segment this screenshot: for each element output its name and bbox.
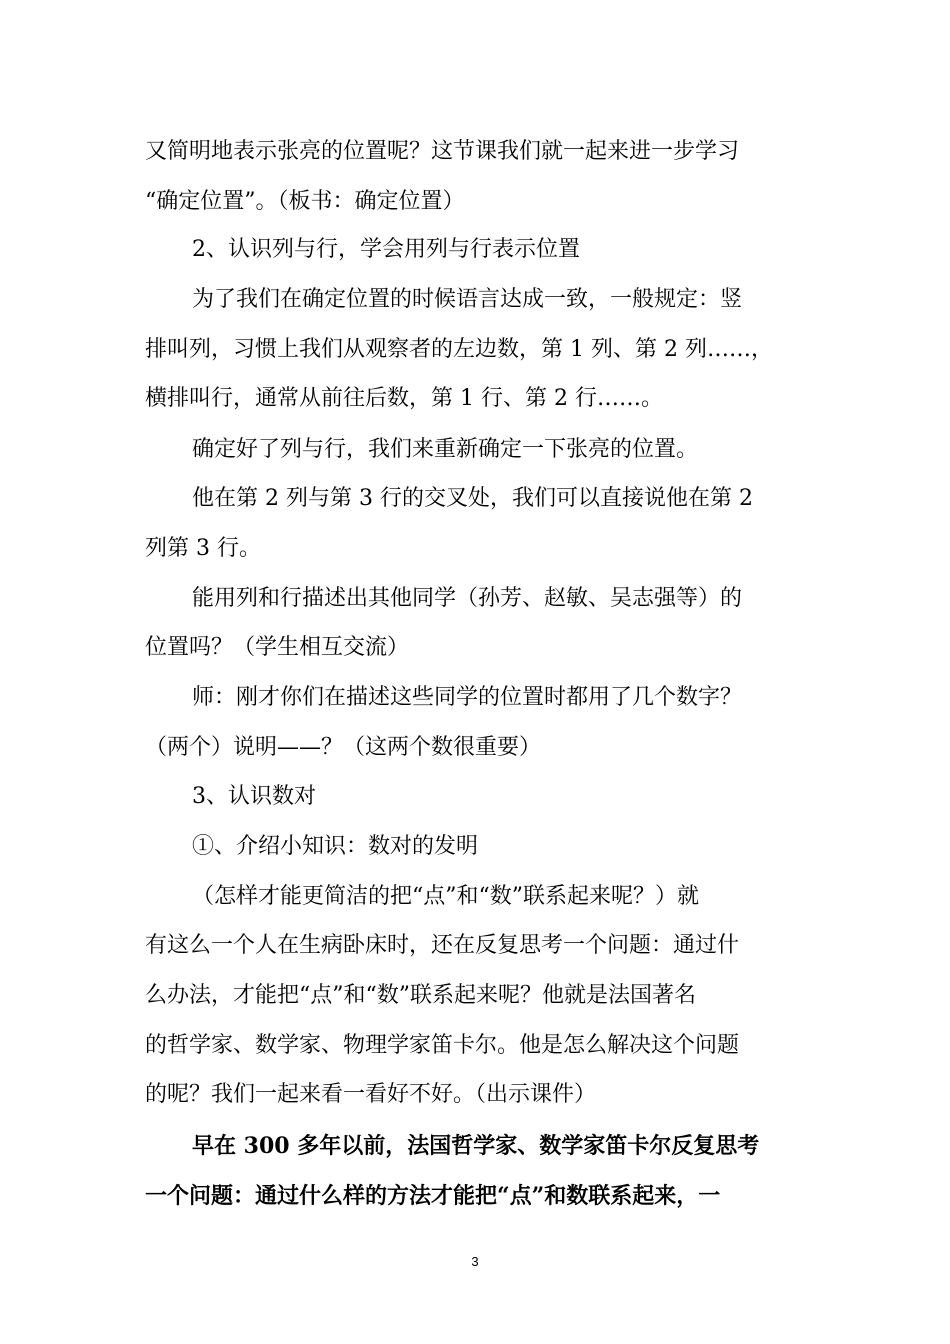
body-line: 确定好了列与行，我们来重新确定一下张亮的位置。: [192, 437, 699, 462]
bold-body-line: 早在 300 多年以前，法国哲学家、数学家笛卡尔反复思考: [192, 1133, 760, 1159]
body-line: 排叫列，习惯上我们从观察者的左边数，第 1 列、第 2 列……，: [145, 337, 773, 362]
subsection-heading: ①、介绍小知识：数对的发明: [192, 834, 479, 859]
body-line: 又简明地表示张亮的位置呢？这节课我们就一起来进一步学习: [145, 139, 740, 164]
bold-body-line: 一个问题：通过什么样的方法才能把“点”和数联系起来，一: [145, 1183, 721, 1209]
body-line: 横排叫行，通常从前往后数，第 1 行、第 2 行……。: [145, 386, 663, 411]
body-line: （两个）说明——？（这两个数很重要）: [145, 735, 542, 760]
body-line: 的哲学家、数学家、物理学家笛卡尔。他是怎么解决这个问题: [145, 1033, 740, 1058]
body-line: （怎样才能更简洁的把“点”和“数”联系起来呢？）就: [192, 884, 699, 909]
section-heading: 3、认识数对: [192, 784, 316, 809]
body-line: 为了我们在确定位置的时候语言达成一致，一般规定：竖: [192, 287, 743, 312]
body-line: 有这么一个人在生病卧床时，还在反复思考一个问题：通过什: [145, 933, 740, 958]
body-line: 师：刚才你们在描述这些同学的位置时都用了几个数字？: [192, 685, 743, 710]
body-line: 列第 3 行。: [145, 536, 261, 561]
body-line: “确定位置”。（板书：确定位置）: [145, 189, 465, 214]
section-heading: 2、认识列与行，学会用列与行表示位置: [192, 237, 580, 262]
body-line: 能用列和行描述出其他同学（孙芳、赵敏、吴志强等）的: [192, 586, 743, 611]
page-number: 3: [471, 1254, 479, 1269]
body-line: 位置吗？（学生相互交流）: [145, 635, 410, 660]
body-line: 的呢？我们一起来看一看好不好。（出示课件）: [145, 1082, 597, 1107]
body-line: 么办法，才能把“点”和“数”联系起来呢？他就是法国著名: [145, 983, 696, 1008]
body-line: 他在第 2 列与第 3 行的交叉处，我们可以直接说他在第 2: [192, 486, 753, 511]
